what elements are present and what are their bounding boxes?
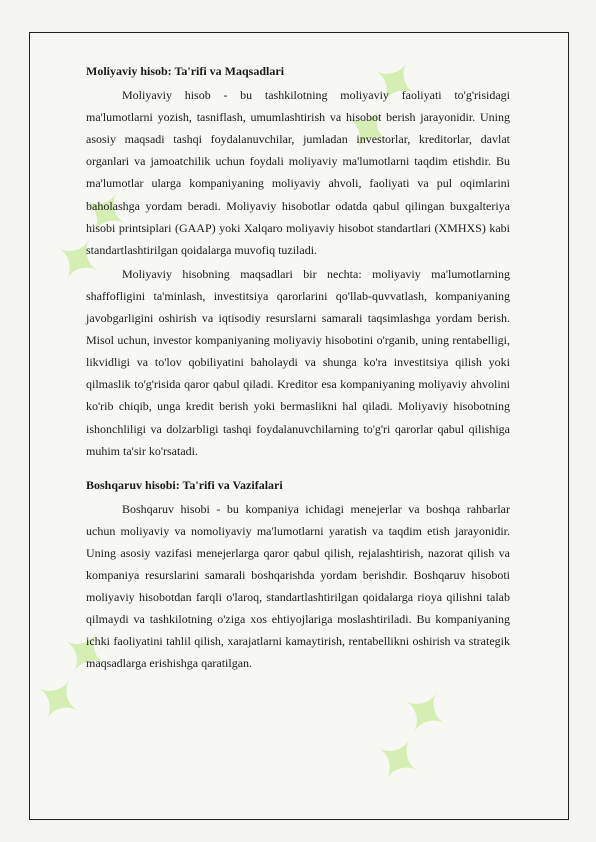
paragraph: Moliyaviy hisob - bu tashkilotning moliyaviy faoliyati to'g'risidagi ma'lumotlarni yozish, tasniflash, umumlashtirish va hisobot berish jarayonidir. Uning asosiy maqsadi tashqi foydalanuvchilar, jumladan investorlar, kreditorlar, davlat organlari va jamoatchilik uchun foydali moliyaviy ma'lumotlarni taqdim etishdir. Bu ma'lumotlar ularga kompaniyaning moliyaviy ahvoli, faoliyati va pul oqimlarini baholashga yordam beradi. Moliyaviy hisobotlar odatda qabul qilingan buxgalteriya hisobi printsiplari (GAAP) yoki Xalqaro moliyaviy hisobot standartlari (XMHXS) kabi standartlashtirilgan qoidalarga muvofiq tuziladi. xyxy=(86,88,510,257)
watermark: ✦✦ xyxy=(326,40,442,170)
section-heading: Moliyaviy hisob: Ta'rifi va Maqsadlari xyxy=(86,64,285,78)
section-management-accounting xyxy=(86,474,510,675)
watermark: ✦✦ xyxy=(36,170,152,300)
paragraph: Boshqaruv hisobi - bu kompaniya ichidagi menejerlar va boshqa rahbarlar uchun moliyaviy va nomoliyaviy ma'lumotlarni yaratish va taqdim etish jarayonidir. Uning asosiy vazifasi menejerlarga qaror qabul qilish, rejalashtirish, nazorat qilish va kompaniya resurslarini samarali boshqarishda yordam berishdir. Boshqaruv hisoboti moliyaviy hisobotdan farqli o'laroq, standartlashtirilgan qoidalarga rioya qilishni talab qilmaydi va tashkilotning o'ziga xos ehtiyojlariga moslashtiriladi. Bu kompaniyaning ichki faoliyatini tahlil qilish, xarajatlarni kamaytirish, rentabellikni oshirish va strategik maqsadlarga erishishga qaratilgan. xyxy=(86,501,510,671)
section-heading: Boshqaruv hisobi: Ta'rifi va Vazifalari xyxy=(86,477,283,492)
section-financial-accounting xyxy=(86,60,510,462)
paragraph: Moliyaviy hisobning maqsadlari bir nechta: moliyaviy ma'lumotlarning shaffofligini ta'minlash, investitsiya qarorlarini qo'llab-quvvatlash, kompaniyaning javobgarligini oshirish va iqtisodiy resurslarni samarali taqsimlashga yordam berish. Misol uchun, investor kompaniyaning moliyaviy hisobotini o'rganib, uning rentabelligi, likvidligi va to'lov qobiliyatini baholaydi va shunga ko'ra investitsiya qilish yoki qilmaslik to'g'risida qaror qabul qiladi. Kreditor esa kompaniyaning moliyaviy ahvolini ko'rib chiqib, unga kredit berish yoki bermaslikni hal qiladi. Moliyaviy hisobotning ishonchliligi va dolzarbligi tashqi foydalanuvchilarning to'g'ri qarorlar qabul qilishiga muhim ta'sir ko'rsatadi. xyxy=(86,266,510,458)
watermark: ✦✦ xyxy=(16,610,132,740)
watermark: ✦✦ xyxy=(356,670,472,800)
document-body xyxy=(86,60,510,675)
